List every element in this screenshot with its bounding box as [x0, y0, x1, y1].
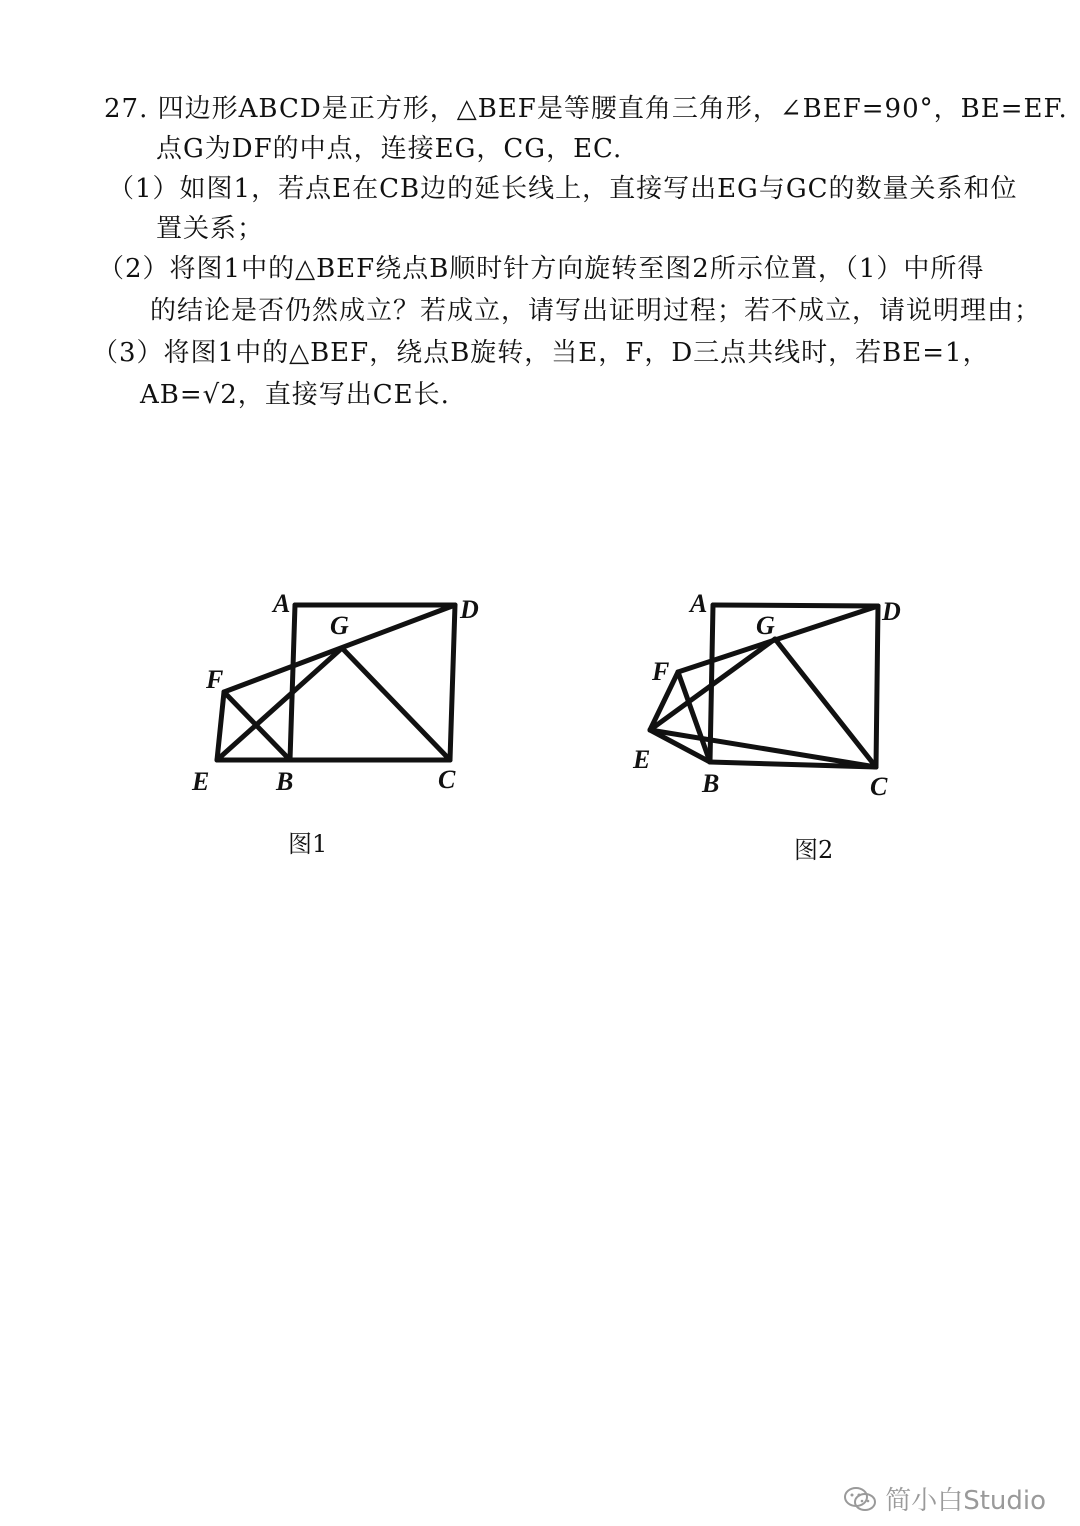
fig2-label-f: F — [652, 657, 670, 686]
fig1-label-a: A — [273, 589, 291, 618]
watermark-text: 简小白Studio — [885, 1486, 1046, 1516]
figure-2 — [620, 580, 920, 810]
part-1-line-2 — [156, 214, 264, 244]
fig1-seg-ab — [290, 605, 295, 760]
fig1-label-e: E — [192, 767, 210, 796]
fig2-label-a: A — [690, 589, 708, 618]
problem-line-1 — [104, 94, 1068, 124]
fig2-label-c: C — [870, 772, 888, 801]
part-3-text-b: AB=√2，直接写出CE长. — [140, 380, 450, 410]
fig2-seg-gc — [775, 639, 876, 767]
figure-1 — [180, 580, 510, 800]
fig1-label-c: C — [438, 765, 456, 794]
figure-1-diagram — [180, 580, 510, 800]
fig2-label-g: G — [756, 611, 775, 640]
part-1-text-a: （1）如图1，若点E在CB边的延长线上，直接写出EG与GC的数量关系和位 — [108, 174, 1018, 204]
problem-statement-1: 四边形ABCD是正方形，△BEF是等腰直角三角形，∠BEF=90°，BE=EF. — [157, 94, 1068, 124]
problem-line-2 — [156, 134, 622, 164]
part-2-line-1 — [98, 254, 984, 284]
fig2-label-d: D — [882, 597, 901, 626]
figure-1-caption: 图1 — [288, 830, 328, 858]
part-2-text-b: 的结论是否仍然成立？若成立，请写出证明过程；若不成立，请说明理由； — [150, 296, 1042, 326]
fig1-seg-ef — [217, 692, 224, 760]
fig1-label-b: B — [276, 767, 294, 796]
figure-2-caption: 图2 — [794, 836, 834, 864]
watermark — [843, 1480, 1046, 1517]
fig2-label-b: B — [702, 769, 720, 798]
fig1-label-f: F — [206, 665, 224, 694]
part-2-text-a: （2）将图1中的△BEF绕点B顺时针方向旋转至图2所示位置，（1）中所得 — [98, 254, 985, 284]
problem-number: 27. — [104, 94, 149, 124]
wechat-icon — [843, 1485, 877, 1513]
fig2-seg-ad — [713, 605, 878, 606]
fig2-seg-dc — [876, 606, 878, 767]
part-1-line-1 — [108, 174, 1017, 204]
part-3-text-a: （3）将图1中的△BEF，绕点B旋转，当E，F，D三点共线时，若BE=1， — [92, 338, 990, 368]
figure-2-diagram — [620, 580, 920, 810]
fig1-label-d: D — [460, 595, 479, 624]
part-3-line-2 — [140, 380, 450, 410]
part-1-text-b: 置关系； — [156, 214, 265, 244]
part-2-line-2 — [150, 296, 1041, 326]
fig1-label-g: G — [330, 611, 349, 640]
problem-statement-2: 点G为DF的中点，连接EG，CG，EC. — [156, 134, 623, 164]
fig1-seg-dc — [450, 605, 455, 760]
fig2-label-e: E — [633, 745, 651, 774]
part-3-line-1 — [92, 338, 990, 368]
fig1-seg-gc — [342, 648, 450, 760]
